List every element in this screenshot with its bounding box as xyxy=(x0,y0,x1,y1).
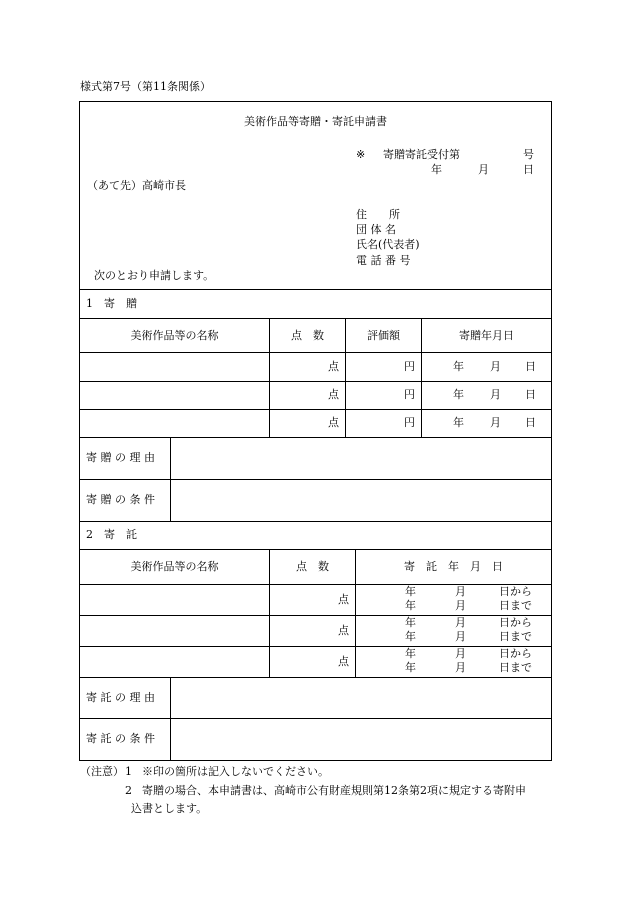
donation-reason-label: 寄 贈 の 理 由 xyxy=(86,451,155,464)
count-unit: 点 xyxy=(328,388,339,401)
year-unit: 年 xyxy=(405,599,416,612)
date-day: 日 xyxy=(523,163,534,176)
deposit-header-period: 寄 託 年 月 日 xyxy=(404,560,503,573)
year-unit: 年 xyxy=(453,388,464,401)
count-unit: 点 xyxy=(328,360,339,373)
deposit-condition-label: 寄 託 の 条 件 xyxy=(86,732,155,745)
note-number: 2 xyxy=(125,784,132,797)
count-unit: 点 xyxy=(328,416,339,429)
from-day: 日から xyxy=(499,585,532,598)
deposit-header-count: 点 数 xyxy=(296,560,329,573)
year-unit: 年 xyxy=(453,360,464,373)
count-unit: 点 xyxy=(338,593,349,606)
note-text: ※印の箇所は記入しないでください。 xyxy=(142,765,329,778)
month-unit: 月 xyxy=(455,599,466,612)
deposit-section-label: 2 寄 託 xyxy=(86,528,137,541)
count-unit: 点 xyxy=(338,655,349,668)
until-day: 日まで xyxy=(499,599,532,612)
year-unit: 年 xyxy=(405,661,416,674)
donation-header-count: 点 数 xyxy=(291,329,324,342)
applicant-address-label: 住 所 xyxy=(356,208,400,221)
month-unit: 月 xyxy=(490,360,501,373)
donation-header-value: 評価額 xyxy=(367,329,400,342)
value-unit: 円 xyxy=(404,360,415,373)
receipt-suffix: 号 xyxy=(523,148,534,161)
addressee: （あて先）高崎市長 xyxy=(87,179,186,192)
form-title: 美術作品等寄贈・寄託申請書 xyxy=(244,115,387,128)
year-unit: 年 xyxy=(405,585,416,598)
date-month: 月 xyxy=(478,163,489,176)
month-unit: 月 xyxy=(455,647,466,660)
month-unit: 月 xyxy=(490,388,501,401)
year-unit: 年 xyxy=(405,630,416,643)
applicant-name-label: 氏名(代表者) xyxy=(356,238,420,251)
until-day: 日まで xyxy=(499,661,532,674)
day-unit: 日 xyxy=(525,416,536,429)
applicant-organization-label: 団 体 名 xyxy=(356,223,396,236)
from-day: 日から xyxy=(499,647,532,660)
note-text: 寄贈の場合、本申請書は、高崎市公有財産規則第12条第2項に規定する寄附申 xyxy=(142,784,526,797)
intro-text: 次のとおり申請します。 xyxy=(94,269,215,282)
note-number: 1 xyxy=(125,765,132,778)
deposit-reason-label: 寄 託 の 理 由 xyxy=(86,691,155,704)
until-day: 日まで xyxy=(499,630,532,643)
applicant-phone-label: 電 話 番 号 xyxy=(356,254,411,267)
note-text-continued: 込書とします。 xyxy=(131,802,208,815)
date-year: 年 xyxy=(431,163,442,176)
form-number: 様式第7号（第11条関係） xyxy=(80,80,211,93)
year-unit: 年 xyxy=(405,616,416,629)
year-unit: 年 xyxy=(453,416,464,429)
donation-section-label: 1 寄 贈 xyxy=(86,297,137,310)
month-unit: 月 xyxy=(455,661,466,674)
year-unit: 年 xyxy=(405,647,416,660)
value-unit: 円 xyxy=(404,416,415,429)
receipt-mark: ※ xyxy=(356,148,366,161)
donation-header-date: 寄贈年月日 xyxy=(459,329,514,342)
deposit-header-name: 美術作品等の名称 xyxy=(130,560,219,573)
day-unit: 日 xyxy=(525,360,536,373)
month-unit: 月 xyxy=(490,416,501,429)
month-unit: 月 xyxy=(455,585,466,598)
value-unit: 円 xyxy=(404,388,415,401)
donation-header-name: 美術作品等の名称 xyxy=(130,329,219,342)
from-day: 日から xyxy=(499,616,532,629)
month-unit: 月 xyxy=(455,616,466,629)
receipt-label: 寄贈寄託受付第 xyxy=(383,148,460,161)
notes-label: （注意） xyxy=(80,765,124,778)
month-unit: 月 xyxy=(455,630,466,643)
day-unit: 日 xyxy=(525,388,536,401)
count-unit: 点 xyxy=(338,624,349,637)
donation-condition-label: 寄 贈 の 条 件 xyxy=(86,493,155,506)
